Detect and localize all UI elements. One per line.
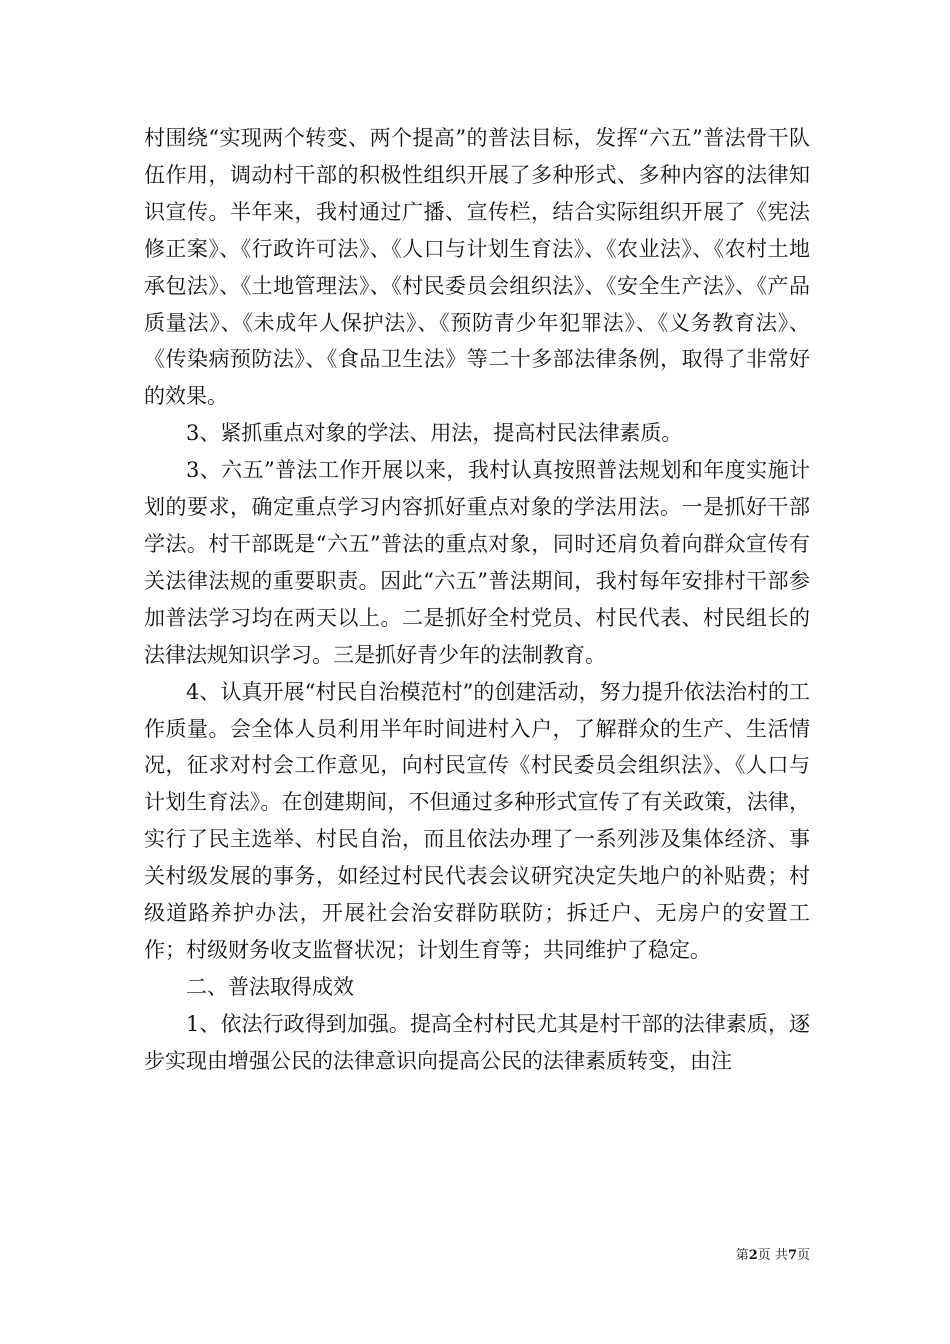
section-heading: 二、普法取得成效 — [186, 974, 354, 999]
paragraph-4: 4、认真开展“村民自治模范村”的创建活动，努力提升依法治村的工作质量。会全体人员利用半年时间进村入户，了解群众的生产、生活情况，征求对村会工作意见，向村民宣传《村民委员会组织法》、《人口与计划生育法》。在创建期间，不但通过多种形式宣传了有关政策，法律，实行了民主选举、村民自治，而且依法办理了一系列涉及集体经济、事关村级发展的事务，如经过村民代表会议研究决定失地户的补贴费；村级道路养护办法，开展社会治安群防联防；拆迁户、无房户的安置工作；村级财务收支监督状况；计划生育等；共同维护了稳定。 — [144, 679, 810, 962]
current-page-number: 2 — [748, 1248, 758, 1263]
paragraph-2: 3、紧抓重点对象的学法、用法，提高村民法律素质。 — [186, 421, 683, 446]
document-body — [144, 120, 810, 1080]
paragraph-6: 1、依法行政得到加强。提高全村村民尤其是村干部的法律素质，逐步实现由增强公民的法律意识向提高公民的法律素质转变，由注 — [144, 1011, 810, 1073]
footer-middle: 页 共 — [757, 1248, 788, 1263]
paragraph-3: 3、六五”普法工作开展以来，我村认真按照普法规划和年度实施计划的要求，确定重点学习内容抓好重点对象的学法用法。一是抓好干部学法。村干部既是“六五”普法的重点对象，同时还肩负着向群众宣传有关法律法规的重要职责。因此“六五”普法期间，我村每年安排村干部参加普法学习均在两天以上。二是抓好全村党员、村民代表、村民组长的法律法规知识学习。三是抓好青少年的法制教育。 — [144, 458, 810, 667]
total-page-number: 7 — [787, 1248, 797, 1263]
footer-prefix: 第 — [735, 1248, 749, 1263]
page-number-footer — [700, 1244, 810, 1263]
footer-suffix: 页 — [796, 1248, 810, 1263]
paragraph-1: 村围绕“实现两个转变、两个提高”的普法目标，发挥“六五”普法骨干队伍作用，调动村干部的积极性组织开展了多种形式、多种内容的法律知识宣传。半年来，我村通过广播、宣传栏，结合实际组织开展了《宪法修正案》、《行政许可法》、《人口与计划生育法》、《农业法》、《农村土地承包法》、《土地管理法》、《村民委员会组织法》、《安全生产法》、《产品质量法》、《未成年人保护法》、《预防青少年犯罪法》、《义务教育法》、《传染病预防法》、《食品卫生法》等二十多部法律条例，取得了非常好的效果。 — [144, 126, 810, 409]
